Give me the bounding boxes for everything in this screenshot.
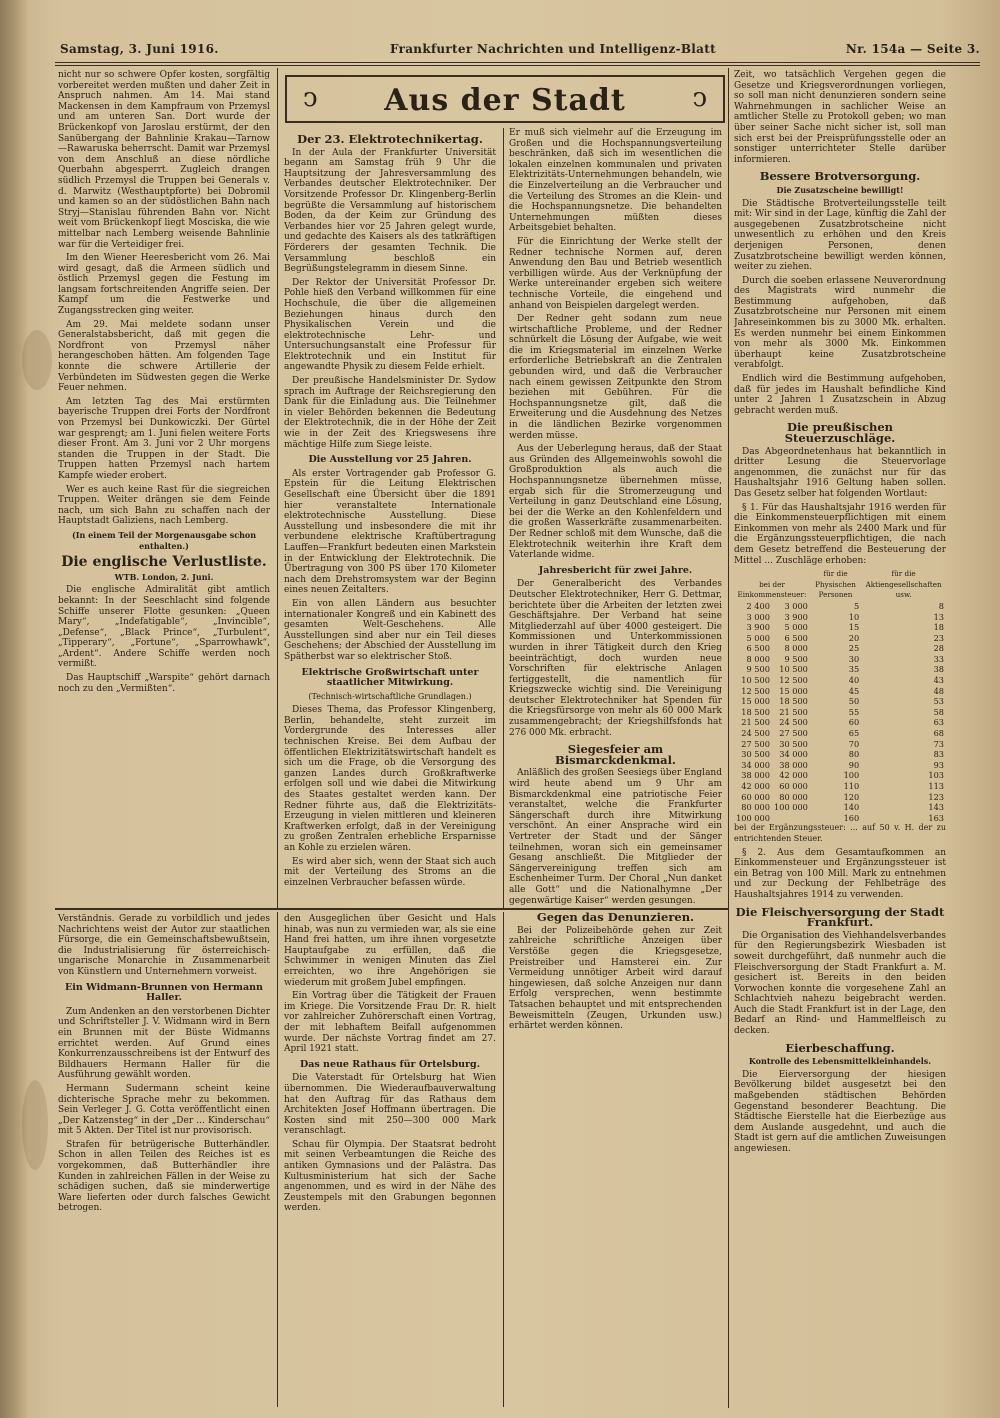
- tax-table: [734, 569, 946, 823]
- article-paragraph: Die Vaterstadt für Ortelsburg hat Wien übernommen. Die Wiederaufbauverwaltung hat den Auftrag für das Rathaus dem Architekten Josef Hoffmann übertragen. Die Kosten sind mit 250—300 000 Mark veranschlagt.: [284, 1073, 496, 1137]
- article-paragraph: Verständnis. Gerade zu vorbildlich und jedes Nachrichtens weist der Autor zur staatlichen Fürsorge, die ein Gemeinschaftsbewußtsein, die Industrialisierung für österreichisch-ungarische Monarchie in Zusammenarbeit von Künstlern und Unternehmern vorweist.: [58, 914, 270, 977]
- edition-note: (In einem Teil der Morgenausgabe schon enthalten.): [71, 529, 257, 551]
- tax-table-body: [734, 601, 946, 823]
- article-paragraph: Strafen für betrügerische Butterhändler. Schon in allen Teilen des Reiches ist es vorgekommen, daß Butterhändler ihre Kunden in zahlreichen Fällen in der Weise zu schädigen suchen, daß sie minderwertige Ware lieferten oder durch falsches Gewicht betrogen.: [58, 1139, 270, 1214]
- tax-table-cell: 140: [843, 802, 860, 813]
- tax-table-cell: 8: [938, 600, 944, 611]
- feuilleton-middle: [284, 914, 496, 1406]
- tax-table-cell: 20: [848, 632, 860, 643]
- tax-table-cell: 43: [933, 675, 944, 686]
- tax-table-row: [734, 813, 946, 824]
- tax-table-row: [734, 770, 946, 781]
- tax-table-cell: 35: [848, 664, 860, 675]
- tax-table-cell: 38 000: [741, 770, 770, 781]
- tax-table-cell: 5 000: [746, 632, 770, 643]
- section-masthead: [285, 75, 725, 123]
- tax-table-cell: 68: [933, 728, 944, 739]
- tax-table-cell: 42 000: [779, 770, 808, 781]
- tax-table-cell: 10 500: [741, 675, 770, 686]
- tax-table-cell: 6 500: [784, 632, 808, 643]
- tax-table-cell: 24 500: [779, 717, 808, 728]
- tax-table-cell: 15: [848, 622, 860, 633]
- article-paragraph: Bei der Polizeibehörde gehen zur Zeit zahlreiche schriftliche Anzeigen über Verstöße gegen die Kriegsgesetze, Preistreiber und Hamsterei ein. Zur Vermeidung unnötiger Arbeit wird darauf hingewiesen, daß solche Anzeigen nur dann Erfolg versprechen, wenn bestimmte Tatsachen behauptet und mit entsprechenden Beweismitteln (Zeugen, Urkunden usw.) erhärtet werden können.: [509, 925, 722, 1032]
- article-subheadline: Die Ausstellung vor 25 Jahren.: [308, 454, 472, 466]
- tax-table-row: [734, 686, 946, 697]
- tax-table-cell: 27 500: [779, 728, 808, 739]
- tax-table-cell: 27 500: [741, 738, 770, 749]
- tax-table-row: [734, 749, 946, 760]
- tax-table-cell: 80: [848, 749, 860, 760]
- article-paragraph: Hermann Sudermann scheint keine dichterische Sprache mehr zu bekommen. Sein Verleger J. G. Cotta veröffentlicht einen „Der Katzensteg“ in der „Der ... Kinderschau“ mit 5 Akten. Der Titel ist nur provisorisch.: [58, 1083, 270, 1137]
- tax-table-cell: 28: [933, 643, 944, 654]
- tax-table-cell: 80 000: [741, 802, 770, 813]
- tax-table-row: [734, 781, 946, 792]
- article-headline: Bessere Brotversorgung.: [759, 169, 921, 184]
- column-1: [58, 70, 270, 906]
- tax-table-cell: 143: [928, 802, 944, 813]
- ornament-icon: ↄ: [692, 83, 707, 113]
- tax-table-cell: [772, 813, 810, 824]
- tax-table-cell: 120: [843, 791, 860, 802]
- tax-table-cell: 8 000: [784, 643, 808, 654]
- tax-table-cell: 90: [848, 759, 860, 770]
- tax-table-cell: 60 000: [779, 781, 808, 791]
- tax-table-row: [734, 601, 946, 612]
- article-paragraph: In der Aula der Frankfurter Universität begann am Samstag früh 9 Uhr die Hauptsitzung der Jahresversammlung des Verbandes deutscher Elektrotechniker. Der Vorsitzende Professor Dr. Klingenberg-Berlin begrüßte die Versammlung auf historischem Boden, da der Keim zur Gründung des Verbandes hier vor 25 Jahren gelegt wurde, und gedachte des Kaisers als des tatkräftigen Förderers der gesamten Technik. Die Versammlung beschloß ein Begrüßungstelegramm in diesem Sinne.: [284, 147, 496, 275]
- tax-table-row: [734, 612, 946, 623]
- tax-table-cell: 12 500: [779, 675, 808, 686]
- article-subheadline: Ein Widmann-Brunnen von Hermann Haller.: [65, 981, 263, 1004]
- tax-table-cell: 3 900: [746, 622, 770, 633]
- article-paragraph: Schau für Olympia. Der Staatsrat bedroht mit seinen Verbeamtungen die Reiche des antiken Gymnasions und der Palästra. Das Kultusministerium hat sich der Sache angenommen, und es wird in der Nähe des Zeustempels mit den Grabungen begonnen werden.: [284, 1139, 496, 1214]
- header-date: Samstag, 3. Juni 1916.: [60, 42, 219, 56]
- tax-table-cell: 9 500: [746, 664, 770, 675]
- tax-table-cell: 30 500: [779, 738, 808, 749]
- article-subheadline: Das neue Rathaus für Ortelsburg.: [299, 1058, 481, 1070]
- article-paragraph: § 2. Aus dem Gesamtaufkommen an Einkommensteuer und Ergänzungssteuer ist ein Betrag von 100 Mill. Mark zu entnehmen und zur Deckung der Fehlbeträge des Haushaltsjahres 1914 zu verwenden.: [734, 847, 946, 900]
- article-headline: Die preußischen Steuerzuschläge.: [784, 420, 896, 445]
- article-headline: Siegesfeier am Bismarckdenkmal.: [555, 742, 676, 767]
- article-subheadline: Elektrische Großwirtschaft unter staatlicher Mitwirkung.: [301, 666, 479, 689]
- tax-table-row: [734, 654, 946, 665]
- article-paragraph: Der preußische Handelsminister Dr. Sydow sprach im Auftrage der Reichsregierung den Dank für die Einladung aus. Die Teilnehmer in vieler Behörden bekennen die Bedeutung der Elektrotechnik, die in der Höhe der Zeit wie in der Zeit des Kriegswesens ihre mächtige Hilfe zum Siege leiste.: [284, 376, 496, 450]
- column-4: [734, 70, 946, 1406]
- tax-table-header: für die Aktiengesellschaften usw.: [865, 569, 942, 600]
- tax-table-cell: 21 500: [779, 706, 808, 717]
- paper-stain: [22, 330, 52, 390]
- tax-table-cell: 3 000: [746, 611, 770, 622]
- article-headline: Die englische Verlustliste.: [61, 554, 267, 571]
- tax-table-row: [734, 633, 946, 644]
- header-page-number: Nr. 154a — Seite 3.: [845, 42, 980, 56]
- tax-table-row: [734, 802, 946, 813]
- tax-table-cell: 100 000: [736, 812, 770, 823]
- tax-table-footnote: bei der Ergänzungssteuer: ... auf 50 v. H. der zu entrichtenden Steuer.: [734, 823, 946, 843]
- tax-table-cell: 83: [933, 749, 944, 760]
- tax-table-cell: 5: [853, 600, 860, 611]
- article-subtitle: Die Zusatzscheine bewilligt!: [776, 184, 904, 195]
- tax-table-cell: 30 500: [741, 749, 770, 760]
- tax-table-cell: 110: [843, 781, 860, 791]
- tax-table-cell: 10 500: [779, 664, 808, 675]
- article-paragraph: Die Städtische Brotverteilungsstelle teilt mit: Wir sind in der Lage, künftig die Zahl der ausgegebenen Zusatzbrotscheine nicht unwesentlich zu erhöhen und den Kreis derjenigen Personen, denen Zusatzbrotscheine bewilligt werden können, weiter zu ziehen.: [734, 198, 946, 273]
- article-paragraph: Die englische Admiralität gibt amtlich bekannt: In der Seeschlacht sind folgende Schiffe unserer Flotte gesunken: „Queen Mary“, „Indefatigable“, „Invincible“, „Defense“, „Black Prince“, „Turbulent“, „Tipperary“, „Fortune“, „Sparrowhawk“, „Ardent“. Andere Schiffe werden noch vermißt.: [58, 585, 270, 670]
- header-rule: [55, 62, 980, 63]
- article-paragraph: den Ausgeglichen über Gesicht und Hals hinab, was nun zu vermieden war, als sie eine Hand frei hatten, um ihre ihnen vorgesetzte Hauptaufgabe zu erfüllen, daß die Schwimmer in wenigen Minuten das Ziel erreichten, wo ihre Angehörigen sie wiederum mit großem Jubel empfingen.: [284, 914, 496, 988]
- column-rule: [503, 128, 504, 908]
- article-paragraph: Durch die soeben erlassene Neuverordnung des Magistrats wird nunmehr die Bestimmung aufgehoben, daß Zusatzbrotscheine nur Personen mit einem Jahreseinkommen bis zu 3000 Mk. erhalten. Es werden nunmehr bei einem Einkommen von mehr als 3000 Mk. Einkommen überhaupt keine Zusatzbrotscheine verabfolgt.: [734, 275, 946, 371]
- tax-table-cell: 65: [848, 728, 860, 739]
- tax-table-cell: 34 000: [741, 759, 770, 770]
- tax-table-cell: 163: [928, 812, 944, 823]
- article-subtitle: (Technisch-wirtschaftliche Grundlagen.): [308, 691, 472, 701]
- tax-table-cell: 42 000: [741, 781, 770, 791]
- tax-table-cell: 45: [848, 685, 860, 696]
- tax-table-cell: 13: [933, 611, 944, 622]
- article-headline: Der 23. Elektrotechnikertag.: [297, 132, 483, 146]
- tax-table-cell: 40: [848, 675, 860, 686]
- column-rule: [728, 68, 729, 1408]
- tax-table-cell: 93: [933, 759, 944, 770]
- header-paper-title: Frankfurter Nachrichten und Intelligenz-Blatt: [390, 42, 716, 56]
- article-paragraph: Das Abgeordnetenhaus hat bekanntlich in dritter Lesung die Steuervorlage angenommen, die zunächst nur für das Haushaltsjahr 1916 Geltung haben sollen. Das Gesetz selber hat folgenden Wortlaut:: [734, 446, 946, 499]
- tax-table-row: [734, 792, 946, 803]
- tax-table-header: für die Physischen Personen: [815, 569, 856, 600]
- tax-table-row: [734, 622, 946, 633]
- article-paragraph: Der Redner geht sodann zum neue wirtschaftliche Probleme, und der Redner schnürkelt die Lösung der Aufgabe, wie weit die im Kriegsmaterial im einzelnen Werke erforderliche Betriebskraft an die Zentralen gebunden wird, und daß die Verbraucher nach einem gewissen Zeitpunkte den Strom beziehen mit Gebühren. Für die Hochspannungsnetze gilt, daß die Erweiterung und die Ausdehnung des Netzes in die ländlichen Bezirke vorgenommen werden müsse.: [509, 314, 722, 441]
- tax-table-row: [734, 760, 946, 771]
- tax-table-cell: 8 000: [746, 653, 770, 664]
- column-rule: [503, 912, 504, 1407]
- article-paragraph: Aus der Ueberlegung heraus, daß der Staat aus Gründen des Allgemeinwohls sowohl die Großproduktion als auch die Hochspannungsnetze übernehmen müsse, ergab sich für die Stromerzeugung und Verteilung in ganz Deutschland eine Lösung, bei der die Werke an den Kohlenfeldern und die großen Wasserkräfte zusammenarbeiten. Der Redner schloß mit dem Wunsche, daß die Elektrotechnik weiterhin ihre Kraft dem Vaterlande widme.: [509, 444, 722, 561]
- tax-table-cell: 100: [843, 770, 860, 781]
- tax-table-row: [734, 696, 946, 707]
- tax-table-cell: 23: [933, 632, 944, 643]
- article-paragraph: Der Rektor der Universität Professor Dr. Pohle hieß den Verband willkommen für eine Hochschule, die über die allgemeinen Beziehungen hinaus durch den Physikalischen Verein und die elektrotechnische Lehr- und Untersuchungsanstalt eine Professur für Elektrotechnik und ein Institut für angewandte Physik zu diesem Felde erhielt.: [284, 277, 496, 373]
- article-paragraph: Ein Vortrag über die Tätigkeit der Frauen im Kriege. Die Vorsitzende Frau Dr. R. hielt vor zahlreicher Zuhörerschaft einen Vortrag, der mit lebhaftem Beifall aufgenommen wurde. Der nächste Vortrag findet am 27. April 1921 statt.: [284, 991, 496, 1055]
- tax-table-cell: 33: [933, 653, 944, 664]
- tax-table-cell: 73: [933, 738, 944, 749]
- tax-table-cell: 10: [848, 611, 860, 622]
- article-paragraph: Im den Wiener Heeresbericht vom 26. Mai wird gesagt, daß die Armeen südlich und östlich Przemysl gegen die Festung im langsam fortschreitenden Angriffe seien. Der Kampf um die Festwerke und Zugangsstrecken ging weiter.: [58, 253, 270, 317]
- tax-table-cell: 18 500: [779, 696, 808, 707]
- tax-table-cell: 25: [848, 643, 860, 654]
- tax-table-cell: 55: [848, 706, 860, 717]
- tax-table-cell: 21 500: [741, 717, 770, 728]
- article-paragraph: Am 29. Mai meldete sodann unser Generalstabsbericht, daß mit gegen die Nordfront von Przemysl näher herangeschoben hätten. Am folgenden Tage konnte die schwere Artillerie der Verbündeten im Südwesten gegen die Werke Feuer nehmen.: [58, 319, 270, 394]
- article-subheadline: Jahresbericht für zwei Jahre.: [538, 564, 693, 576]
- tax-table-cell: 123: [928, 791, 944, 802]
- tax-table-cell: 18: [933, 622, 944, 633]
- tax-table-header: bei der Einkommensteuer:: [737, 579, 807, 600]
- paper-stain: [22, 1080, 48, 1170]
- section-title: Aus der Stadt: [384, 83, 626, 118]
- tax-table-cell: 12 500: [741, 685, 770, 696]
- article-paragraph: Dieses Thema, das Professor Klingenberg, Berlin, behandelte, steht zurzeit im Vordergrunde des Interesses aller technischen Kreise. Bei dem Aufbau der öffentlichen Elektrizitätswirtschaft handelt es sich um die Frage, ob die Versorgung des ganzen Landes durch Großkraftwerke erfolgen soll und wie dabei die Mitwirkung des Staates gestaltet werden kann. Der Redner führte aus, daß die Elektrizitäts-Erzeugung in vielen mittleren und kleineren Kraftwerken erfolgt, daß in der Vereinigung zu großen Zentralen erhebliche Ersparnisse an Kohle zu erzielen wären.: [284, 705, 496, 853]
- tax-table-cell: 24 500: [741, 728, 770, 739]
- article-paragraph: Anläßlich des großen Seesiegs über England wird heute abend um 9 Uhr am Bismarckdenkmal eine patriotische Feier veranstaltet, welche die Frankfurter Sängerschaft durch ihre Mitwirkung verschönt. An einer Ansprache wird ein Vertreter der Stadt und der Sänger teilnehmen, woran sich ein gemeinsamer Gesang anschließt. Die Mitglieder der Sängervereinigung treffen sich am Eschenheimer Turm. Der Choral „Nun danket alle Gott“ und die Nationalhymne „Der gegenwärtige Kaiser“ werden gesungen.: [509, 768, 722, 906]
- tax-table-row: [734, 643, 946, 654]
- tax-table-cell: 3 900: [784, 611, 808, 622]
- column-2: [284, 128, 496, 906]
- binding-edge: [0, 0, 28, 1418]
- tax-table-row: [734, 707, 946, 718]
- tax-table-cell: 9 500: [784, 653, 808, 664]
- tax-table-cell: 70: [848, 738, 860, 749]
- tax-table-cell: 58: [933, 706, 944, 717]
- tax-table-cell: 3 000: [784, 600, 808, 611]
- tax-table-cell: 113: [928, 781, 944, 791]
- tax-table-cell: 30: [848, 653, 860, 664]
- tax-table-cell: 18 500: [741, 706, 770, 717]
- article-paragraph: Ein von allen Ländern aus besuchter internationaler Kongreß und ein Kabinett des gesamten Welt-Geschehens. Alle Ausstellungen sind aber nur ein Teil dieses Geschehens; der Abschied der Ausstellung im Spätherbst war so elektrischer Stoß.: [284, 598, 496, 662]
- article-headline: Die Fleischversorgung der Stadt Frankfurt.: [735, 904, 945, 930]
- tax-table-cell: 50: [848, 696, 860, 707]
- tax-table-row: [734, 717, 946, 728]
- tax-table-cell: 38: [933, 664, 944, 675]
- page-header: [60, 42, 980, 60]
- article-paragraph: Er muß sich vielmehr auf die Erzeugung im Großen und die Hochspannungsverteilung beschränken, daß sich im wesentlichen die lokalen einzelnen kommunalen und privaten Elektrizitäts-Unternehmungen behandeln, wie die Einzelverteilung an die Verbraucher und die Verteilung des Stromes an die Klein- und die Hochspannungsnetze. Die behandelten Unternehmungen müßten dieses Arbeitsgebiet behalten.: [509, 128, 722, 234]
- column-rule: [277, 68, 278, 908]
- tax-table-cell: 100 000: [774, 802, 808, 813]
- article-paragraph: Es wird aber sich, wenn der Staat sich auch mit der Verteilung des Stroms an die einzelnen Verbraucher befassen würde.: [284, 856, 496, 888]
- article-paragraph: Endlich wird die Bestimmung aufgehoben, daß für jedes im Haushalt befindliche Kind unter 2 Jahren 1 Zusatzschein in Abzug gebracht werden muß.: [734, 374, 946, 416]
- article-paragraph: Zum Andenken an den verstorbenen Dichter und Schriftsteller J. V. Widmann wird in Bern ein Brunnen mit der Büste Widmanns errichtet werden. Auf Grund eines Konkurrenzausschreibens ist der Entwurf des Bildhauers Hermann Haller für die Ausführung gewählt worden.: [58, 1006, 270, 1081]
- article-paragraph: nicht nur so schwere Opfer kosten, sorgfältig vorbereitet werden mußten und daher Zeit in Anspruch nahmen. Am 14. Mai stand Mackensen in dem Kampfraum von Przemysl und am unteren San. Dort wurde der Brückenkopf von Jaroslau erstürmt, der den Sanübergang der Bahnlinie Krakau—Tarnow—Rawaruska beherrscht. Damit war Przemysl von dem Anschluß an diese nördliche Querbahn abgesperrt. Zugleich drangen südlich Przemysl die Truppen bei Generals v. d. Marwitz (Westhauptpforte) bei Dobromil und kamen so an der südöstlichen Bahn nach Stryj—Stanislau führenden Bahn vor. Nicht weit vom Brückenkopf liegt Mosciska, die wie mittelbar nach Lemberg weisende Bahnlinie war für die Verteidiger frei.: [58, 70, 270, 250]
- tax-table-cell: 5 000: [784, 622, 808, 633]
- tax-table-cell: 6 500: [746, 643, 770, 654]
- article-paragraph: Für die Einrichtung der Werke stellt der Redner technische Normen auf, deren Anwendung den Bau und Betrieb wesentlich verbilligen würde. Aus der Verknüpfung der Werke untereinander ergeben sich weitere technische Vorteile, die eingehend und anhand von Beispielen dargelegt werden.: [509, 236, 722, 311]
- feuilleton-left: [58, 914, 270, 1406]
- tax-table-cell: 60: [848, 717, 860, 728]
- tax-table-cell: 15 000: [741, 696, 770, 707]
- article-headline: Eierbeschaffung.: [785, 1040, 895, 1055]
- article-paragraph: Die Organisation des Viehhandelsverbandes für den Regierungsbezirk Wiesbaden ist soweit durchgeführt, daß nunmehr auch die Fleischversorgung der Stadt Frankfurt a. M. gesichert ist. Bereits in den beiden Vorwochen konnte die vorgesehene Zahl an Schlachtvieh nahezu beigebracht werden. Auch die Stadt Frankfurt ist in der Lage, den Bedarf an Rind- und Hammelfleisch zu decken.: [734, 930, 946, 1037]
- article-paragraph: Der Generalbericht des Verbandes Deutscher Elektrotechniker, Herr G. Dettmar, berichtete über die Arbeiten der letzten zwei Geschäftsjahre. Der Verband hat seine Mitgliederzahl auf über 4000 gesteigert. Die Kommissionen und Unterkommissionen wurden in ihrer Tätigkeit durch den Krieg beeinträchtigt, doch wurden neue Vorschriften für elektrische Anlagen fertiggestellt, die namentlich für Kriegszwecke wichtig sind. Die Vereinigung deutscher Elektrotechniker hat Spenden für die Kriegsfürsorge von mehr als 60 000 Mark zusammengebracht; der Kriegshilfsfonds hat 276 000 Mk. erbracht.: [509, 579, 722, 738]
- tax-table-cell: 48: [933, 685, 944, 696]
- article-headline: Gegen das Denunzieren.: [536, 910, 695, 925]
- tax-table-cell: 2 400: [746, 600, 770, 611]
- article-subtitle: Kontrolle des Lebensmittelkleinhandels.: [748, 1056, 932, 1067]
- tax-table-cell: 15 000: [779, 685, 808, 696]
- tax-table-row: [734, 675, 946, 686]
- tax-table-cell: 53: [933, 696, 944, 707]
- tax-table-cell: 80 000: [779, 791, 808, 802]
- tax-table-row: [734, 728, 946, 739]
- tax-table-cell: 60 000: [741, 791, 770, 802]
- tax-table-cell: 160: [843, 812, 860, 823]
- column-3: [509, 128, 722, 1406]
- tax-table-cell: 103: [928, 770, 944, 781]
- tax-table-cell: 38 000: [779, 759, 808, 770]
- article-paragraph: Zeit, wo tatsächlich Vergehen gegen die Gesetze und Kriegsverordnungen vorliegen, so soll man nicht denunzieren sondern seine Wahrnehmungen in sachlicher Weise an amtlicher Stelle zu Protokoll geben; wo man über seiner Sache nicht sicher ist, soll man sich erst bei der Preisprüfungsstelle oder an sonstiger unterrichteter Stelle darüber informieren.: [734, 70, 946, 165]
- article-paragraph: Am letzten Tag des Mai erstürmten bayerische Truppen drei Forts der Nordfront von Przemysl bei Dunkowiczki. Der Gürtel war gesprengt; am 1. Juni fielen weitere Forts dieser Front. Am 3. Juni vor 2 Uhr morgens standen die Truppen in der Stadt. Die Truppen hatten Przemysl nach hartem Kampfe wieder erobert.: [58, 396, 270, 481]
- dateline: WTB. London, 2. Juni.: [114, 571, 214, 582]
- column-rule: [277, 912, 278, 1407]
- article-paragraph: § 1. Für das Haushaltsjahr 1916 werden für die Einkommensteuerpflichtigen mit einem Einkommen von mehr als 2400 Mark und für die Ergänzungssteuerpflichtigen, die nach dem Gesetz betreffend die Besteuerung der Mittel ... Zuschläge erhoben:: [734, 502, 946, 566]
- article-paragraph: Die Eierversorgung der hiesigen Bevölkerung bildet ausgesetzt bei den maßgebenden städtischen Behörden Gegenstand besonderer Beachtung. Die Städtische Eierstelle hat die Eierbezüge aus dem Auslande ausgedehnt, und auch die Stadt ist gern auf die amtlichen Zuweisungen angewiesen.: [734, 1069, 946, 1154]
- header-rule: [55, 65, 980, 66]
- tax-table-cell: 63: [933, 717, 944, 728]
- ornament-icon: ↄ: [303, 83, 318, 113]
- tax-table-row: [734, 664, 946, 675]
- tax-table-row: [734, 739, 946, 750]
- tax-table-cell: 34 000: [779, 749, 808, 760]
- article-paragraph: Wer es auch keine Rast für die siegreichen Truppen. Weiter drängen sie dem Feinde nach, um sich Bahn zu schaffen nach der Hauptstadt Galiziens, nach Lemberg.: [58, 484, 270, 527]
- article-paragraph: Als erster Vortragender gab Professor G. Epstein für die Leitung Elektrischen Gesellschaft eine Übersicht über die 1891 hier veranstaltete Internationale elektrotechnische Ausstellung. Diese Ausstellung und insbesondere die mit ihr verbundene elektrische Kraftübertragung Lauffen—Frankfurt bedeuten einen Markstein in der Entwicklung der Elektrotechnik. Die Übertragung von 300 PS über 170 Kilometer nach dem Drehstromsystem war der Beginn eines neuen Zeitalters.: [284, 468, 496, 596]
- article-paragraph: Das Hauptschiff „Warspite“ gehört darnach noch zu den „Vermißten“.: [58, 673, 270, 694]
